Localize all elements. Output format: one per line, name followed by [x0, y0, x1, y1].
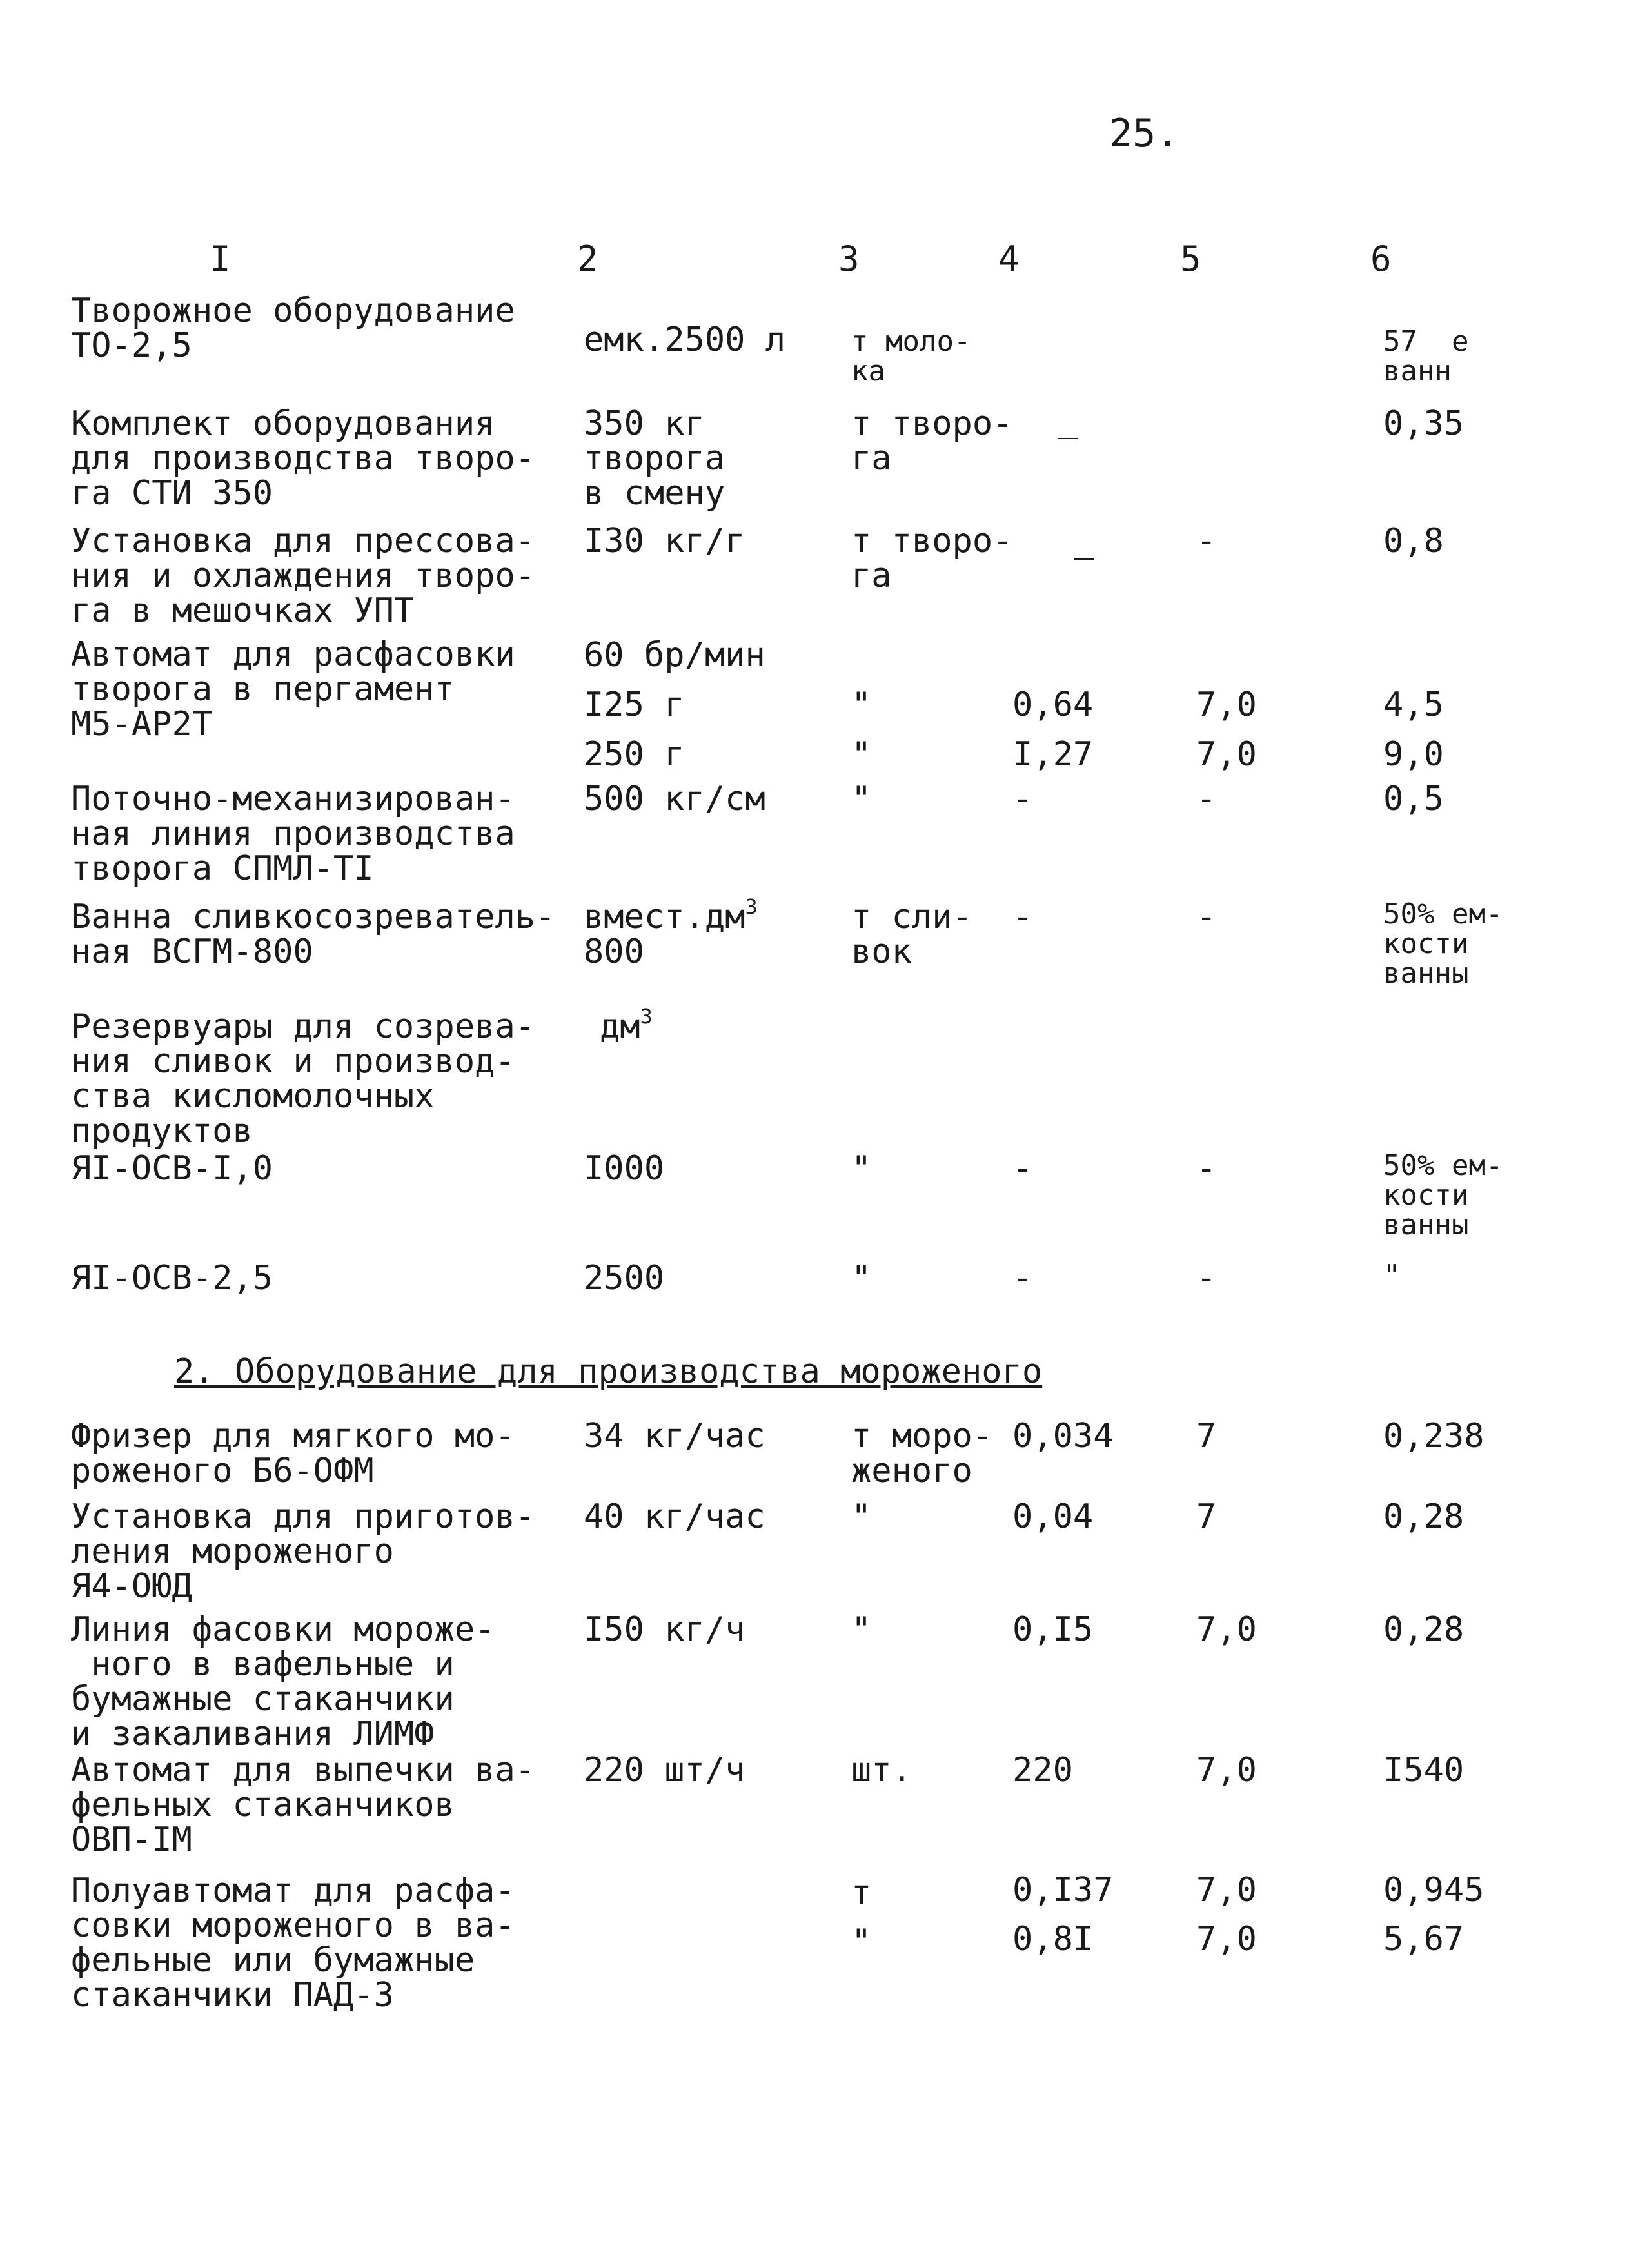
capacity: I000: [584, 1149, 665, 1188]
value-col5: 7: [1196, 1497, 1217, 1536]
equipment-name: Резервуары для созрева- ния сливок и производ- ства кисломолочных продуктов: [71, 1007, 536, 1150]
capacity: [584, 894, 758, 971]
equipment-name: Ванна сливкосозреватель- ная ВСГМ-800: [71, 898, 556, 971]
value-col6: 57 е ванн: [1383, 325, 1469, 388]
value-col4: -: [1012, 1259, 1033, 1297]
value-col4: -: [1012, 898, 1033, 936]
value-col4: -: [1012, 1149, 1033, 1188]
value-col4: 0,I37 0,8I: [1012, 1871, 1114, 1958]
unit: ": [851, 1610, 872, 1649]
equipment-name: Линия фасовки мороже- ного в вафельные и бумажные стаканчики и закаливания ЛИМФ: [71, 1610, 495, 1753]
equipment-name: Автомат для расфасовки творога в пергамент М5-АР2Т: [71, 635, 515, 744]
capacity: 350 кг творога в смену: [584, 404, 725, 513]
equipment-name: Поточно-механизирован- ная линия производства творога СПМЛ-ТI: [71, 780, 515, 888]
value-col6: 0,945 5,67: [1383, 1871, 1484, 1958]
unit: т моло- ка: [851, 325, 971, 388]
equipment-name: ЯI-ОСВ-I,0: [71, 1149, 273, 1188]
value-col4: 220: [1012, 1751, 1073, 1790]
unit: ": [851, 1149, 872, 1188]
capacity: 40 кг/час: [584, 1497, 765, 1536]
equipment-name: Автомат для выпечки ва- фельных стаканчиков ОВП-IМ: [71, 1751, 536, 1859]
value-col4: _: [1058, 401, 1078, 440]
value-col5: 7,0: [1196, 1751, 1257, 1790]
capacity-exponent: 3: [745, 894, 758, 919]
value-col4: 0,034: [1012, 1417, 1114, 1455]
capacity: 2500: [584, 1259, 665, 1297]
value-col4: _: [1074, 522, 1094, 560]
column-header-4: 4: [998, 239, 1020, 279]
equipment-name: Установка для приготов- ления мороженого Я4-ОЮД: [71, 1497, 536, 1606]
page-number: 25.: [1109, 111, 1179, 156]
value-col5: 7: [1196, 1417, 1217, 1455]
value-col6: 50% ем- кости ванны: [1383, 1149, 1503, 1241]
capacity-volume: 800: [584, 932, 644, 971]
capacity-exponent: 3: [640, 1004, 653, 1029]
unit: т сли- вок: [851, 898, 972, 971]
equipment-name: Установка для прессова- ния и охлаждения творо- га в мешочках УПТ: [71, 522, 536, 630]
column-header-6: 6: [1370, 239, 1392, 279]
value-col4: 0,04: [1012, 1497, 1094, 1536]
value-col4: 0,64 I,27: [1012, 685, 1094, 774]
capacity: [600, 1004, 653, 1046]
column-header-1: I: [210, 239, 231, 279]
value-col5: 7,0: [1196, 1610, 1257, 1649]
value-col6: 0,28: [1383, 1497, 1465, 1536]
value-col5: 7,0 7,0: [1196, 685, 1257, 774]
capacity-label: вмест.дм: [584, 898, 745, 936]
equipment-name: Творожное оборудование ТО-2,5: [71, 291, 515, 365]
column-header-5: 5: [1180, 239, 1201, 279]
capacity: 34 кг/час: [584, 1417, 765, 1455]
capacity: 60 бр/мин I25 г 250 г: [584, 636, 765, 774]
column-header-3: 3: [838, 239, 860, 279]
unit: т ": [851, 1873, 872, 1961]
unit: ": [851, 1259, 872, 1297]
capacity-label: дм: [600, 1007, 640, 1046]
value-col6: I540: [1383, 1751, 1465, 1790]
value-col4: -: [1012, 780, 1033, 818]
value-col6: 50% ем- кости ванны: [1383, 898, 1503, 990]
capacity: емк.2500 л: [584, 320, 786, 359]
value-col6: 0,8: [1383, 522, 1444, 560]
value-col5: 7,0 7,0: [1196, 1871, 1257, 1958]
value-col5: -: [1196, 1149, 1217, 1188]
capacity: I30 кг/г: [584, 522, 745, 560]
value-col5: -: [1196, 780, 1217, 818]
equipment-name: Комплект оборудования для производства творо- га СТИ 350: [71, 404, 536, 513]
value-col6: 0,5: [1383, 780, 1444, 818]
unit: " ": [851, 685, 872, 774]
value-col6: 0,238: [1383, 1417, 1484, 1455]
value-col5: -: [1196, 1259, 1217, 1297]
value-col5: -: [1196, 898, 1217, 936]
unit: т творо- га: [851, 404, 1013, 478]
value-col4: 0,I5: [1012, 1610, 1094, 1649]
unit: т моро- женого: [851, 1417, 993, 1490]
equipment-name: ЯI-ОСВ-2,5: [71, 1259, 273, 1297]
equipment-name: Фризер для мягкого мо- роженого Б6-ОФМ: [71, 1417, 515, 1490]
unit: ": [851, 780, 872, 818]
column-header-2: 2: [577, 239, 598, 279]
unit: ": [851, 1497, 872, 1536]
section-title: 2. Оборудование для производства мороженого: [174, 1352, 1043, 1391]
value-col5: -: [1196, 522, 1217, 560]
value-col6: 0,28: [1383, 1610, 1465, 1649]
capacity: 500 кг/см: [584, 780, 765, 818]
capacity: 220 шт/ч: [584, 1751, 745, 1790]
value-col6: ": [1383, 1259, 1401, 1292]
unit: т творо- га: [851, 522, 1013, 595]
unit: шт.: [851, 1751, 912, 1790]
capacity: I50 кг/ч: [584, 1610, 745, 1649]
value-col6: 0,35: [1383, 404, 1465, 443]
equipment-name: Полуавтомат для расфа- совки мороженого в ва- фельные или бумажные стаканчики ПАД-3: [71, 1871, 515, 2015]
value-col6: 4,5 9,0: [1383, 685, 1444, 774]
